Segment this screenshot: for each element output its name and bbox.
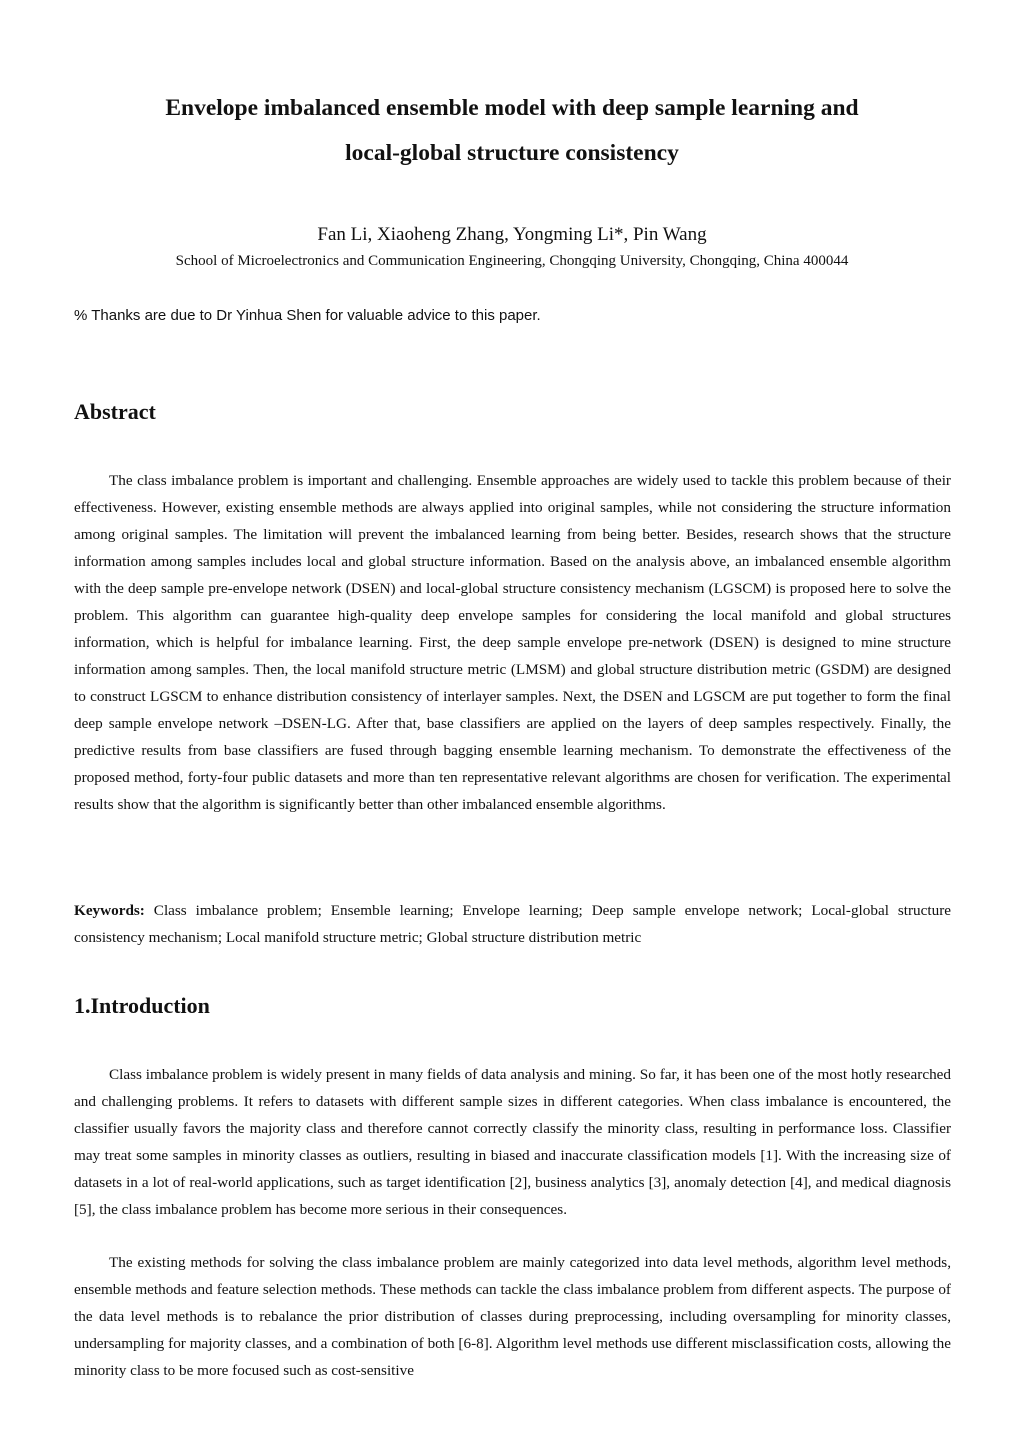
introduction-paragraph-2: The existing methods for solving the class imbalance problem are mainly categorized into data level methods, algorithm level methods, ensemble methods and feature selection methods. These methods can tackle the class imbalance problem from different aspects. The purpose of the data level methods is to rebalance the prior distribution of classes during preprocessing, including oversampling for minority classes, undersampling for majority classes, and a combination of both [6-8]. Algorithm level methods use different misclassification costs, allowing the minority class to be more focused such as cost-sensitive — [74, 1254, 951, 1379]
author-list: Fan Li, Xiaoheng Zhang, Yongming Li*, Pin Wang — [317, 224, 707, 245]
title-line-2: local-global structure consistency — [345, 140, 679, 166]
introduction-heading: 1.Introduction — [74, 993, 210, 1018]
keywords-text: Class imbalance problem; Ensemble learning; Envelope learning; Deep sample envelope network; Local-global structure consistency mechanism; Local manifold structure metric; Global structure distribution metric — [74, 902, 951, 946]
keywords — [74, 897, 951, 951]
acknowledgement-note: % Thanks are due to Dr Yinhua Shen for valuable advice to this paper. — [74, 307, 541, 324]
keywords-label: Keywords: — [74, 902, 145, 919]
introduction-paragraph-1: Class imbalance problem is widely present in many fields of data analysis and mining. So far, it has been one of the most hotly researched and challenging problems. It refers to datasets with different sample sizes in different categories. When class imbalance is encountered, the classifier usually favors the majority class and therefore cannot correctly classify the minority class, resulting in performance loss. Classifier may treat some samples in minority classes as outliers, resulting in biased and inaccurate classification models [1]. With the increasing size of datasets in a lot of real-world applications, such as target identification [2], business analytics [3], anomaly detection [4], and medical diagnosis [5], the class imbalance problem has become more serious in their consequences. — [74, 1066, 951, 1218]
title-line-1: Envelope imbalanced ensemble model with deep sample learning and — [165, 95, 859, 121]
affiliation: School of Microelectronics and Communication Engineering, Chongqing University, Chongqing, China 400044 — [175, 253, 849, 269]
paper-title — [60, 86, 964, 176]
abstract-heading: Abstract — [74, 399, 156, 424]
abstract-text: The class imbalance problem is important and challenging. Ensemble approaches are widely used to tackle this problem because of their effectiveness. However, existing ensemble methods are always applied into original samples, while not considering the structure information among original samples. The limitation will prevent the imbalanced learning from being better. Besides, research shows that the structure information among samples includes local and global structure information. Based on the analysis above, an imbalanced ensemble algorithm with the deep sample pre-envelope network (DSEN) and local-global structure consistency mechanism (LGSCM) is proposed here to solve the problem. This algorithm can guarantee high-quality deep envelope samples for considering the local manifold and global structures information, which is helpful for imbalance learning. First, the deep sample envelope pre-network (DSEN) is designed to mine structure information among samples. Then, the local manifold structure metric (LMSM) and global structure distribution metric (GSDM) are designed to construct LGSCM to enhance distribution consistency of interlayer samples. Next, the DSEN and LGSCM are put together to form the final deep sample envelope network –DSEN-LG. After that, base classifiers are applied on the layers of deep samples respectively. Finally, the predictive results from base classifiers are fused through bagging ensemble learning mechanism. To demonstrate the effectiveness of the proposed method, forty-four public datasets and more than ten representative relevant algorithms are chosen for verification. The experimental results show that the algorithm is significantly better than other imbalanced ensemble algorithms. — [74, 472, 951, 813]
